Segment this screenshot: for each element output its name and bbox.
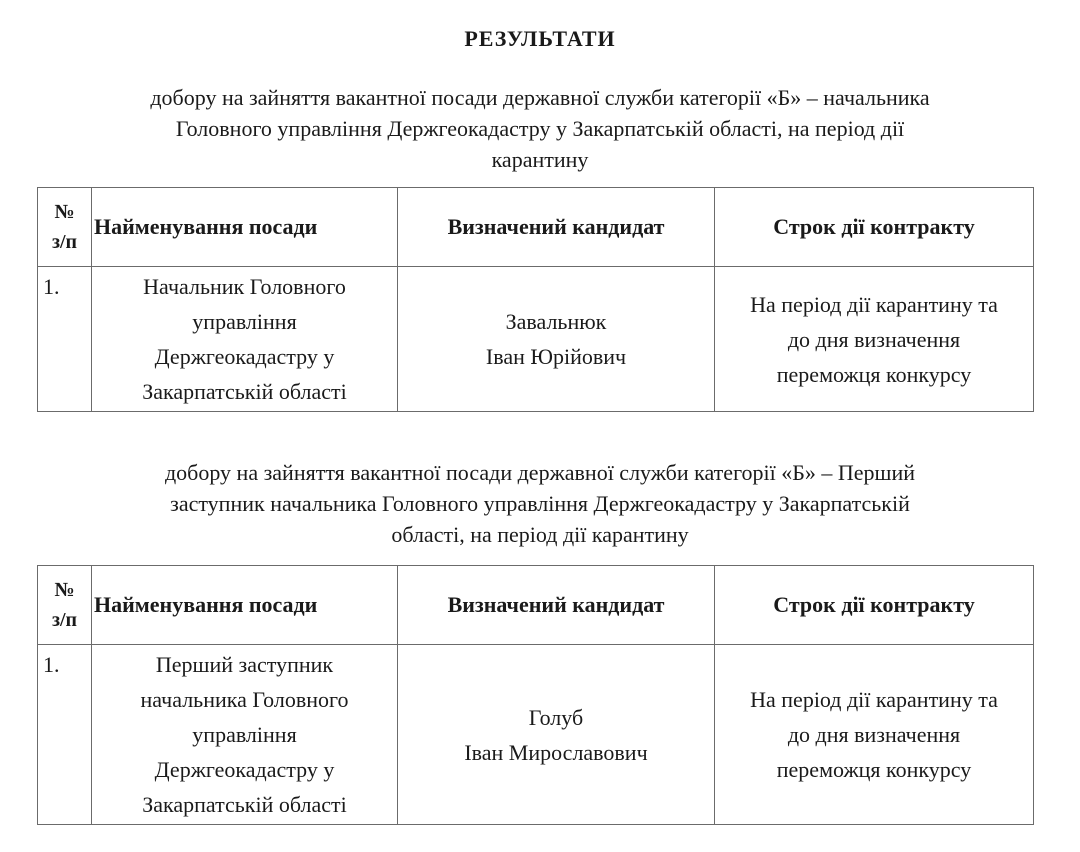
position-line: Держгеокадастру у (154, 344, 335, 369)
position-cell (92, 267, 398, 412)
candidate-cell (398, 267, 715, 412)
header-candidate: Визначений кандидат (398, 188, 715, 267)
section-2-subtitle (30, 457, 1050, 550)
position-line: управління (192, 309, 297, 334)
contract-line: На період дії карантину та (750, 687, 998, 712)
position-line: Начальник Головного (143, 274, 346, 299)
candidate-line: Іван Юрійович (485, 344, 627, 369)
position-line: Держгеокадастру у (154, 757, 335, 782)
position-cell (92, 645, 398, 825)
header-number (38, 566, 92, 645)
section-1-subtitle (30, 82, 1050, 175)
contract-line: переможця конкурсу (776, 361, 972, 387)
row-number: 1. (38, 645, 92, 825)
results-table-1 (37, 187, 1034, 412)
contract-cell (715, 267, 1034, 412)
candidate-line: Завальнюк (505, 309, 607, 334)
subtitle-line: області, на період дії карантину (391, 522, 689, 547)
header-number (38, 188, 92, 267)
subtitle-line: Головного управління Держгеокадастру у Закарпатській області, на період дії (175, 116, 905, 141)
contract-line: до дня визначення (787, 326, 961, 352)
contract-line: На період дії карантину та (750, 291, 998, 317)
table-row (38, 645, 1034, 825)
header-candidate: Визначений кандидат (398, 566, 715, 645)
contract-line: переможця конкурсу (776, 757, 972, 782)
table-row (38, 267, 1034, 412)
position-line: Закарпатській області (142, 379, 347, 404)
subtitle-line: добору на зайняття вакантної посади державної служби категорії «Б» – начальника (150, 85, 930, 110)
subtitle-line: добору на зайняття вакантної посади державної служби категорії «Б» – Перший (164, 460, 916, 485)
header-position: Найменування посади (92, 566, 398, 645)
contract-cell (715, 645, 1034, 825)
header-number-line: з/п (51, 231, 78, 253)
header-number-line: з/п (51, 609, 78, 631)
position-line: начальника Головного (140, 687, 349, 712)
position-line: Закарпатській області (142, 792, 347, 817)
document-title: РЕЗУЛЬТАТИ (464, 26, 616, 51)
contract-line: до дня визначення (787, 722, 961, 747)
header-number-line: № (54, 579, 75, 601)
subtitle-line: заступник начальника Головного управління Держгеокадастру у Закарпатській (170, 491, 910, 516)
header-contract: Строк дії контракту (715, 566, 1034, 645)
table-header-row (38, 188, 1034, 267)
results-table-2 (37, 565, 1034, 825)
table-header-row (38, 566, 1034, 645)
header-number-line: № (54, 201, 75, 223)
subtitle-line: карантину (491, 147, 589, 172)
header-contract: Строк дії контракту (715, 188, 1034, 267)
candidate-line: Іван Мирославович (464, 739, 648, 765)
candidate-cell (398, 645, 715, 825)
position-line: Перший заступник (155, 652, 334, 677)
header-position: Найменування посади (92, 188, 398, 267)
candidate-line: Голуб (528, 704, 584, 730)
position-line: управління (192, 722, 297, 747)
row-number: 1. (38, 267, 92, 412)
